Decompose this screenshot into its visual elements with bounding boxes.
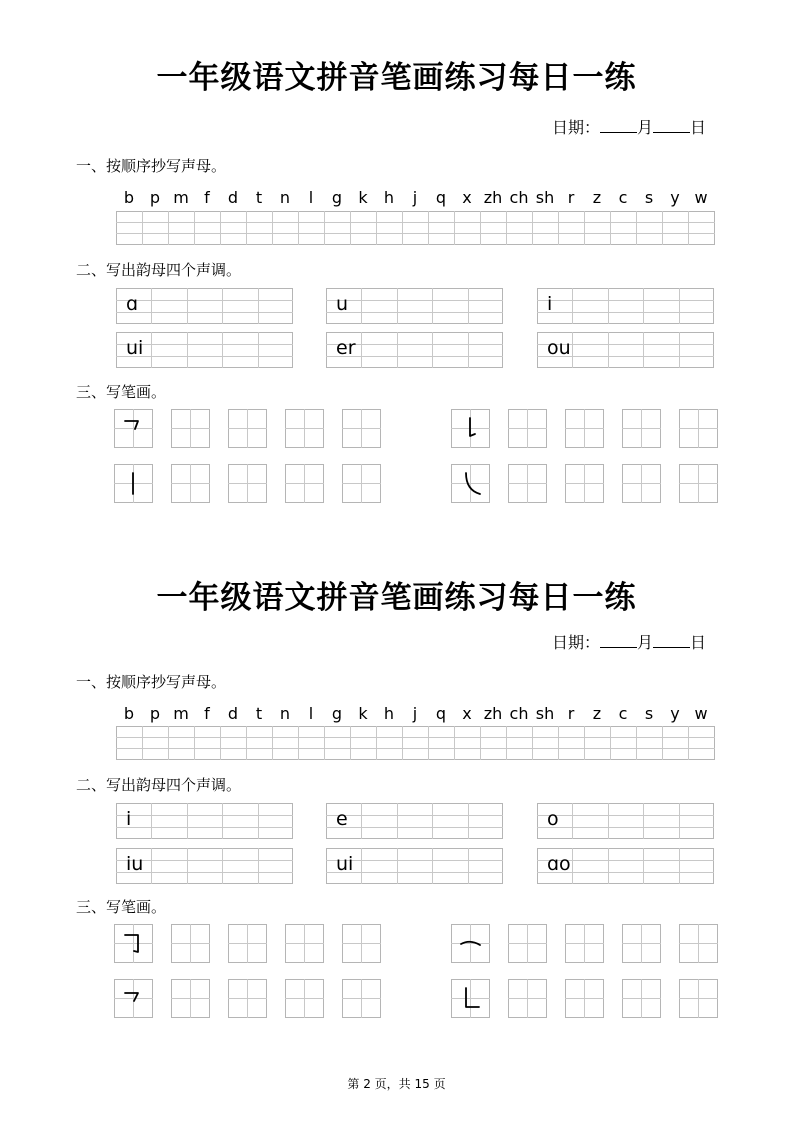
final-label: ui — [336, 853, 354, 875]
initial-letter: g — [331, 188, 343, 207]
tianzige-cell[interactable] — [622, 409, 661, 448]
final-label: i — [126, 808, 132, 830]
tianzige-cell[interactable] — [228, 464, 267, 503]
initial-letter: s — [644, 188, 654, 207]
tianzige-cell[interactable] — [171, 409, 210, 448]
tianzige-cell[interactable] — [228, 409, 267, 448]
date-label: 日期： — [552, 118, 601, 137]
initial-letter: t — [255, 704, 263, 723]
tianzige-cell[interactable] — [679, 464, 718, 503]
exercise-title: 一年级语文拼音笔画练习每日一练 — [156, 60, 637, 96]
tianzige-cell[interactable] — [679, 979, 718, 1018]
initial-letter: q — [435, 704, 447, 723]
initial-letter: q — [435, 188, 447, 207]
stroke-model-cell — [114, 979, 153, 1018]
four-line-grid — [116, 726, 716, 761]
initial-letter: x — [462, 188, 472, 207]
final-label: ɑo — [547, 853, 571, 875]
tianzige-cell[interactable] — [508, 979, 547, 1018]
initial-letter: n — [279, 704, 291, 723]
initial-letter: c — [618, 704, 628, 723]
initial-letter: d — [227, 704, 239, 723]
initial-letter: g — [331, 704, 343, 723]
initial-letter: j — [412, 188, 418, 207]
final-box[interactable] — [537, 803, 714, 843]
date-line — [552, 115, 706, 138]
initial-letter: x — [462, 704, 472, 723]
section-1-heading: 一、按顺序抄写声母。 — [76, 673, 227, 691]
month-blank — [600, 633, 637, 648]
final-box[interactable] — [116, 332, 293, 372]
initial-letter: h — [383, 188, 395, 207]
initial-letter: f — [204, 188, 210, 207]
four-line-grid — [116, 211, 716, 246]
final-label: o — [547, 808, 559, 830]
initials-writing-grid[interactable] — [116, 726, 716, 765]
initial-letter: f — [204, 704, 210, 723]
tianzige-cell[interactable] — [565, 409, 604, 448]
section-3-heading: 三、写笔画。 — [76, 898, 167, 916]
tianzige-cell[interactable] — [342, 924, 381, 963]
stroke-model-cell — [451, 409, 490, 448]
tianzige-cell[interactable] — [622, 464, 661, 503]
tianzige-cell[interactable] — [622, 924, 661, 963]
final-box[interactable] — [537, 848, 714, 888]
tianzige-cell[interactable] — [565, 924, 604, 963]
final-label: er — [336, 337, 356, 359]
day-blank — [653, 118, 690, 133]
tianzige-cell[interactable] — [285, 464, 324, 503]
stroke-glyph — [125, 421, 138, 429]
date-line — [552, 630, 706, 653]
section-2-heading: 二、写出韵母四个声调。 — [76, 776, 242, 794]
tianzige-cell[interactable] — [679, 924, 718, 963]
final-grid — [326, 288, 503, 324]
tianzige-cell[interactable] — [342, 409, 381, 448]
initials-row — [116, 704, 714, 723]
stroke-model-cell — [451, 924, 490, 963]
final-box[interactable] — [116, 803, 293, 843]
tianzige-cell[interactable] — [565, 979, 604, 1018]
tianzige-cell[interactable] — [622, 979, 661, 1018]
day-blank — [653, 633, 690, 648]
section-2-heading: 二、写出韵母四个声调。 — [76, 261, 242, 279]
stroke-model-cell — [451, 979, 490, 1018]
final-label: i — [547, 293, 553, 315]
final-box[interactable] — [326, 848, 503, 888]
tianzige-cell[interactable] — [342, 464, 381, 503]
initial-letter: k — [358, 704, 368, 723]
tianzige-cell[interactable] — [508, 924, 547, 963]
initial-letter: ch — [509, 188, 529, 207]
initial-letter: s — [644, 704, 654, 723]
exercise-title: 一年级语文拼音笔画练习每日一练 — [156, 580, 637, 616]
tianzige-cell[interactable] — [508, 464, 547, 503]
day-label: 日 — [690, 633, 707, 652]
final-box[interactable] — [537, 288, 714, 328]
final-box[interactable] — [537, 332, 714, 372]
final-box[interactable] — [116, 288, 293, 328]
stroke-glyph — [466, 988, 479, 1007]
initial-letter: m — [173, 704, 189, 723]
tianzige-cell[interactable] — [285, 409, 324, 448]
initials-writing-grid[interactable] — [116, 211, 716, 250]
final-grid — [537, 288, 714, 324]
final-label: ui — [126, 337, 144, 359]
initial-letter: y — [670, 188, 680, 207]
section-1-heading: 一、按顺序抄写声母。 — [76, 157, 227, 175]
tianzige-cell[interactable] — [228, 924, 267, 963]
initial-letter: sh — [535, 704, 555, 723]
initial-letter: m — [173, 188, 189, 207]
section-3-heading: 三、写笔画。 — [76, 383, 167, 401]
final-grid — [116, 803, 293, 839]
initial-letter: r — [567, 704, 575, 723]
tianzige-cell[interactable] — [171, 924, 210, 963]
initial-letter: w — [694, 188, 708, 207]
initial-letter: w — [694, 704, 708, 723]
month-label: 月 — [637, 633, 654, 652]
initial-letter: ch — [509, 704, 529, 723]
tianzige-cell[interactable] — [285, 979, 324, 1018]
stroke-glyph — [470, 418, 475, 436]
initials-row — [116, 188, 714, 207]
final-label: iu — [126, 853, 144, 875]
stroke-model-cell — [114, 464, 153, 503]
initial-letter: sh — [535, 188, 555, 207]
final-label: u — [336, 293, 349, 315]
final-grid — [116, 288, 293, 324]
tianzige-cell[interactable] — [342, 979, 381, 1018]
page-footer: 第 2 页，共 15 页 — [347, 1077, 446, 1091]
tianzige-cell[interactable] — [228, 979, 267, 1018]
initial-letter: p — [149, 188, 161, 207]
initial-letter: p — [149, 704, 161, 723]
initial-letter: z — [592, 704, 602, 723]
tianzige-cell[interactable] — [565, 464, 604, 503]
tianzige-cell[interactable] — [171, 464, 210, 503]
tianzige-cell[interactable] — [285, 924, 324, 963]
initial-letter: zh — [483, 188, 503, 207]
tianzige-cell[interactable] — [171, 979, 210, 1018]
final-label: ou — [547, 337, 571, 359]
initial-letter: z — [592, 188, 602, 207]
final-box[interactable] — [326, 332, 503, 372]
final-grid — [537, 803, 714, 839]
final-box[interactable] — [116, 848, 293, 888]
final-label: ɑ — [126, 293, 139, 315]
initial-letter: l — [308, 704, 314, 723]
initial-letter: h — [383, 704, 395, 723]
month-blank — [600, 118, 637, 133]
initial-letter: t — [255, 188, 263, 207]
day-label: 日 — [690, 118, 707, 137]
stroke-glyph — [125, 993, 138, 1001]
stroke-model-cell — [114, 924, 153, 963]
stroke-model-cell — [114, 409, 153, 448]
date-label: 日期： — [552, 633, 601, 652]
final-label: e — [336, 808, 348, 830]
initial-letter: n — [279, 188, 291, 207]
initial-letter: r — [567, 188, 575, 207]
initial-letter: l — [308, 188, 314, 207]
initial-letter: c — [618, 188, 628, 207]
final-box[interactable] — [326, 803, 503, 843]
final-grid — [326, 803, 503, 839]
initial-letter: b — [123, 188, 135, 207]
initial-letter: k — [358, 188, 368, 207]
final-box[interactable] — [326, 288, 503, 328]
stroke-model-cell — [451, 464, 490, 503]
month-label: 月 — [637, 118, 654, 137]
initial-letter: zh — [483, 704, 503, 723]
tianzige-cell[interactable] — [679, 409, 718, 448]
initial-letter: j — [412, 704, 418, 723]
tianzige-cell[interactable] — [508, 409, 547, 448]
initial-letter: d — [227, 188, 239, 207]
initial-letter: y — [670, 704, 680, 723]
initial-letter: b — [123, 704, 135, 723]
